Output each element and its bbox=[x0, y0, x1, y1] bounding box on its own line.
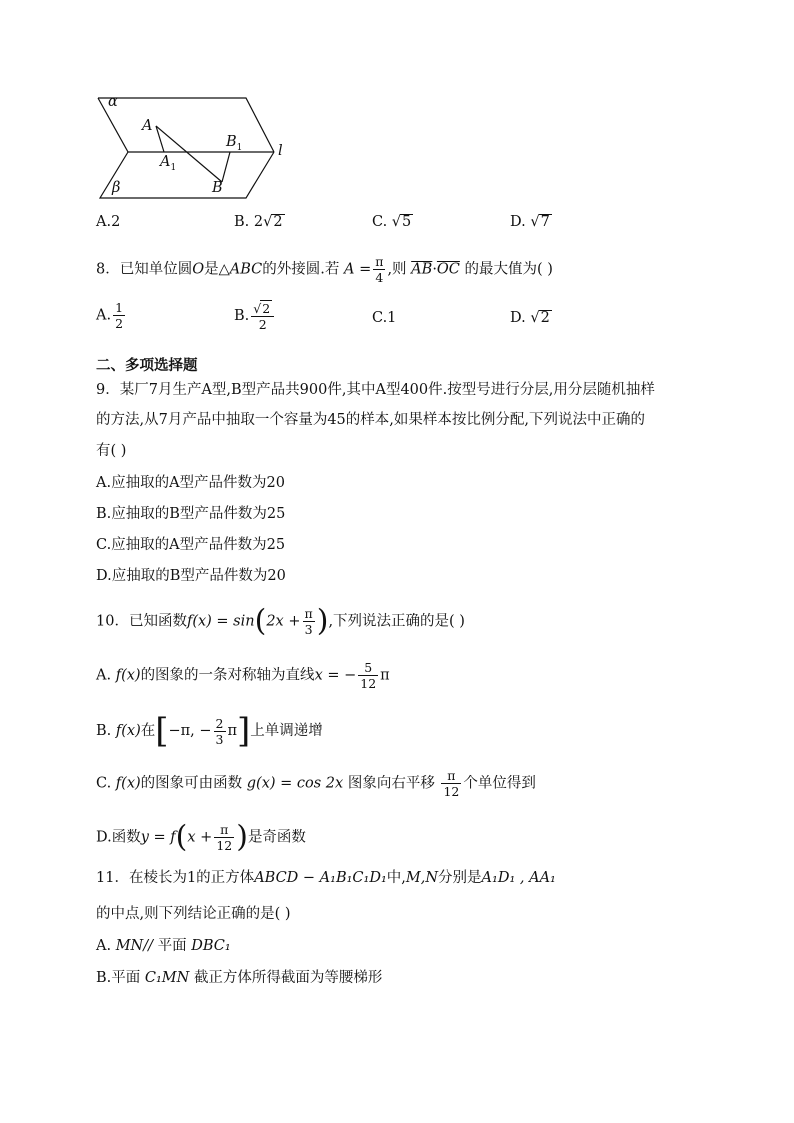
q8-option-d: D. √2 bbox=[510, 310, 550, 326]
point-a-label: A bbox=[142, 118, 153, 134]
q7-option-d: D. √7 bbox=[510, 214, 550, 230]
q10-option-d: D.函数y = f(x + $\frac{\pi}{12}$ )是奇函数 bbox=[96, 819, 306, 855]
point-a1-label: $A_1$ bbox=[160, 154, 177, 173]
q8-option-c: C.1 bbox=[372, 310, 397, 326]
q7-option-b: B. 2√2 bbox=[234, 214, 283, 230]
q7-option-c: C. √5 bbox=[372, 214, 412, 230]
section-heading: 二、多项选择题 bbox=[96, 358, 198, 374]
q11-option-a: A. MN// 平面 DBC₁ bbox=[96, 938, 231, 954]
q9-line-2: 的方法,从7月产品中抽取一个容量为45的样本,如果样本按比例分配,下列说法中正确的 bbox=[96, 412, 646, 428]
q10-option-c: C. f(x)的图象可由函数 g(x) = cos 2x 图象向右平移 $\frac{\pi}{12}$ 个单位得到 bbox=[96, 768, 536, 799]
line-l-label: l bbox=[278, 143, 283, 159]
beta-label: β bbox=[112, 180, 121, 196]
q11-option-b: B.平面 C₁MN 截正方体所得截面为等腰梯形 bbox=[96, 970, 383, 986]
q7-option-a: A.2 bbox=[96, 214, 121, 230]
q9-option-b: B.应抽取的B型产品件数为25 bbox=[96, 506, 286, 522]
q8-option-a: A. $\frac{1}{2}$ bbox=[96, 300, 124, 331]
q11-line-2: 的中点,则下列结论正确的是( ) bbox=[96, 906, 291, 922]
point-b-label: B bbox=[212, 180, 223, 196]
alpha-label: α bbox=[108, 94, 118, 110]
q9-option-d: D.应抽取的B型产品件数为20 bbox=[96, 568, 286, 584]
q10-stem: 10．已知函数f(x) = sin(2x + $\frac{\pi}{3}$ ),下列说法正确的是( ) bbox=[96, 603, 465, 639]
q11-line-1: 11．在棱长为1的正方体ABCD − A₁B₁C₁D₁中,M,N分别是A₁D₁ , AA₁ bbox=[96, 870, 556, 886]
q9-line-3: 有( ) bbox=[96, 443, 127, 459]
point-b1-label: $B_1$ bbox=[226, 134, 243, 153]
q10-option-b: B. f(x)在[−π, − $\frac{2}{3}$ π]上单调递增 bbox=[96, 711, 323, 751]
q9-line-1: 9．某厂7月生产A型,B型产品共900件,其中A型400件.按型号进行分层,用分层随机抽样 bbox=[96, 382, 655, 398]
dihedral-figure bbox=[90, 88, 300, 206]
q10-option-a: A. f(x)的图象的一条对称轴为直线x = − $\frac{5}{12}$ π bbox=[96, 660, 390, 691]
q9-option-c: C.应抽取的A型产品件数为25 bbox=[96, 537, 286, 553]
q8-option-b: B. $\frac{√2}{2}$ bbox=[234, 300, 276, 332]
q9-option-a: A.应抽取的A型产品件数为20 bbox=[96, 475, 286, 491]
q8-stem: 8．已知单位圆O是△ABC的外接圆.若 A = $\frac{\pi}{4}$ ,则 $\overline{AB}\cdot\overline{OC}$ 的最大值为( ) bbox=[96, 254, 553, 285]
